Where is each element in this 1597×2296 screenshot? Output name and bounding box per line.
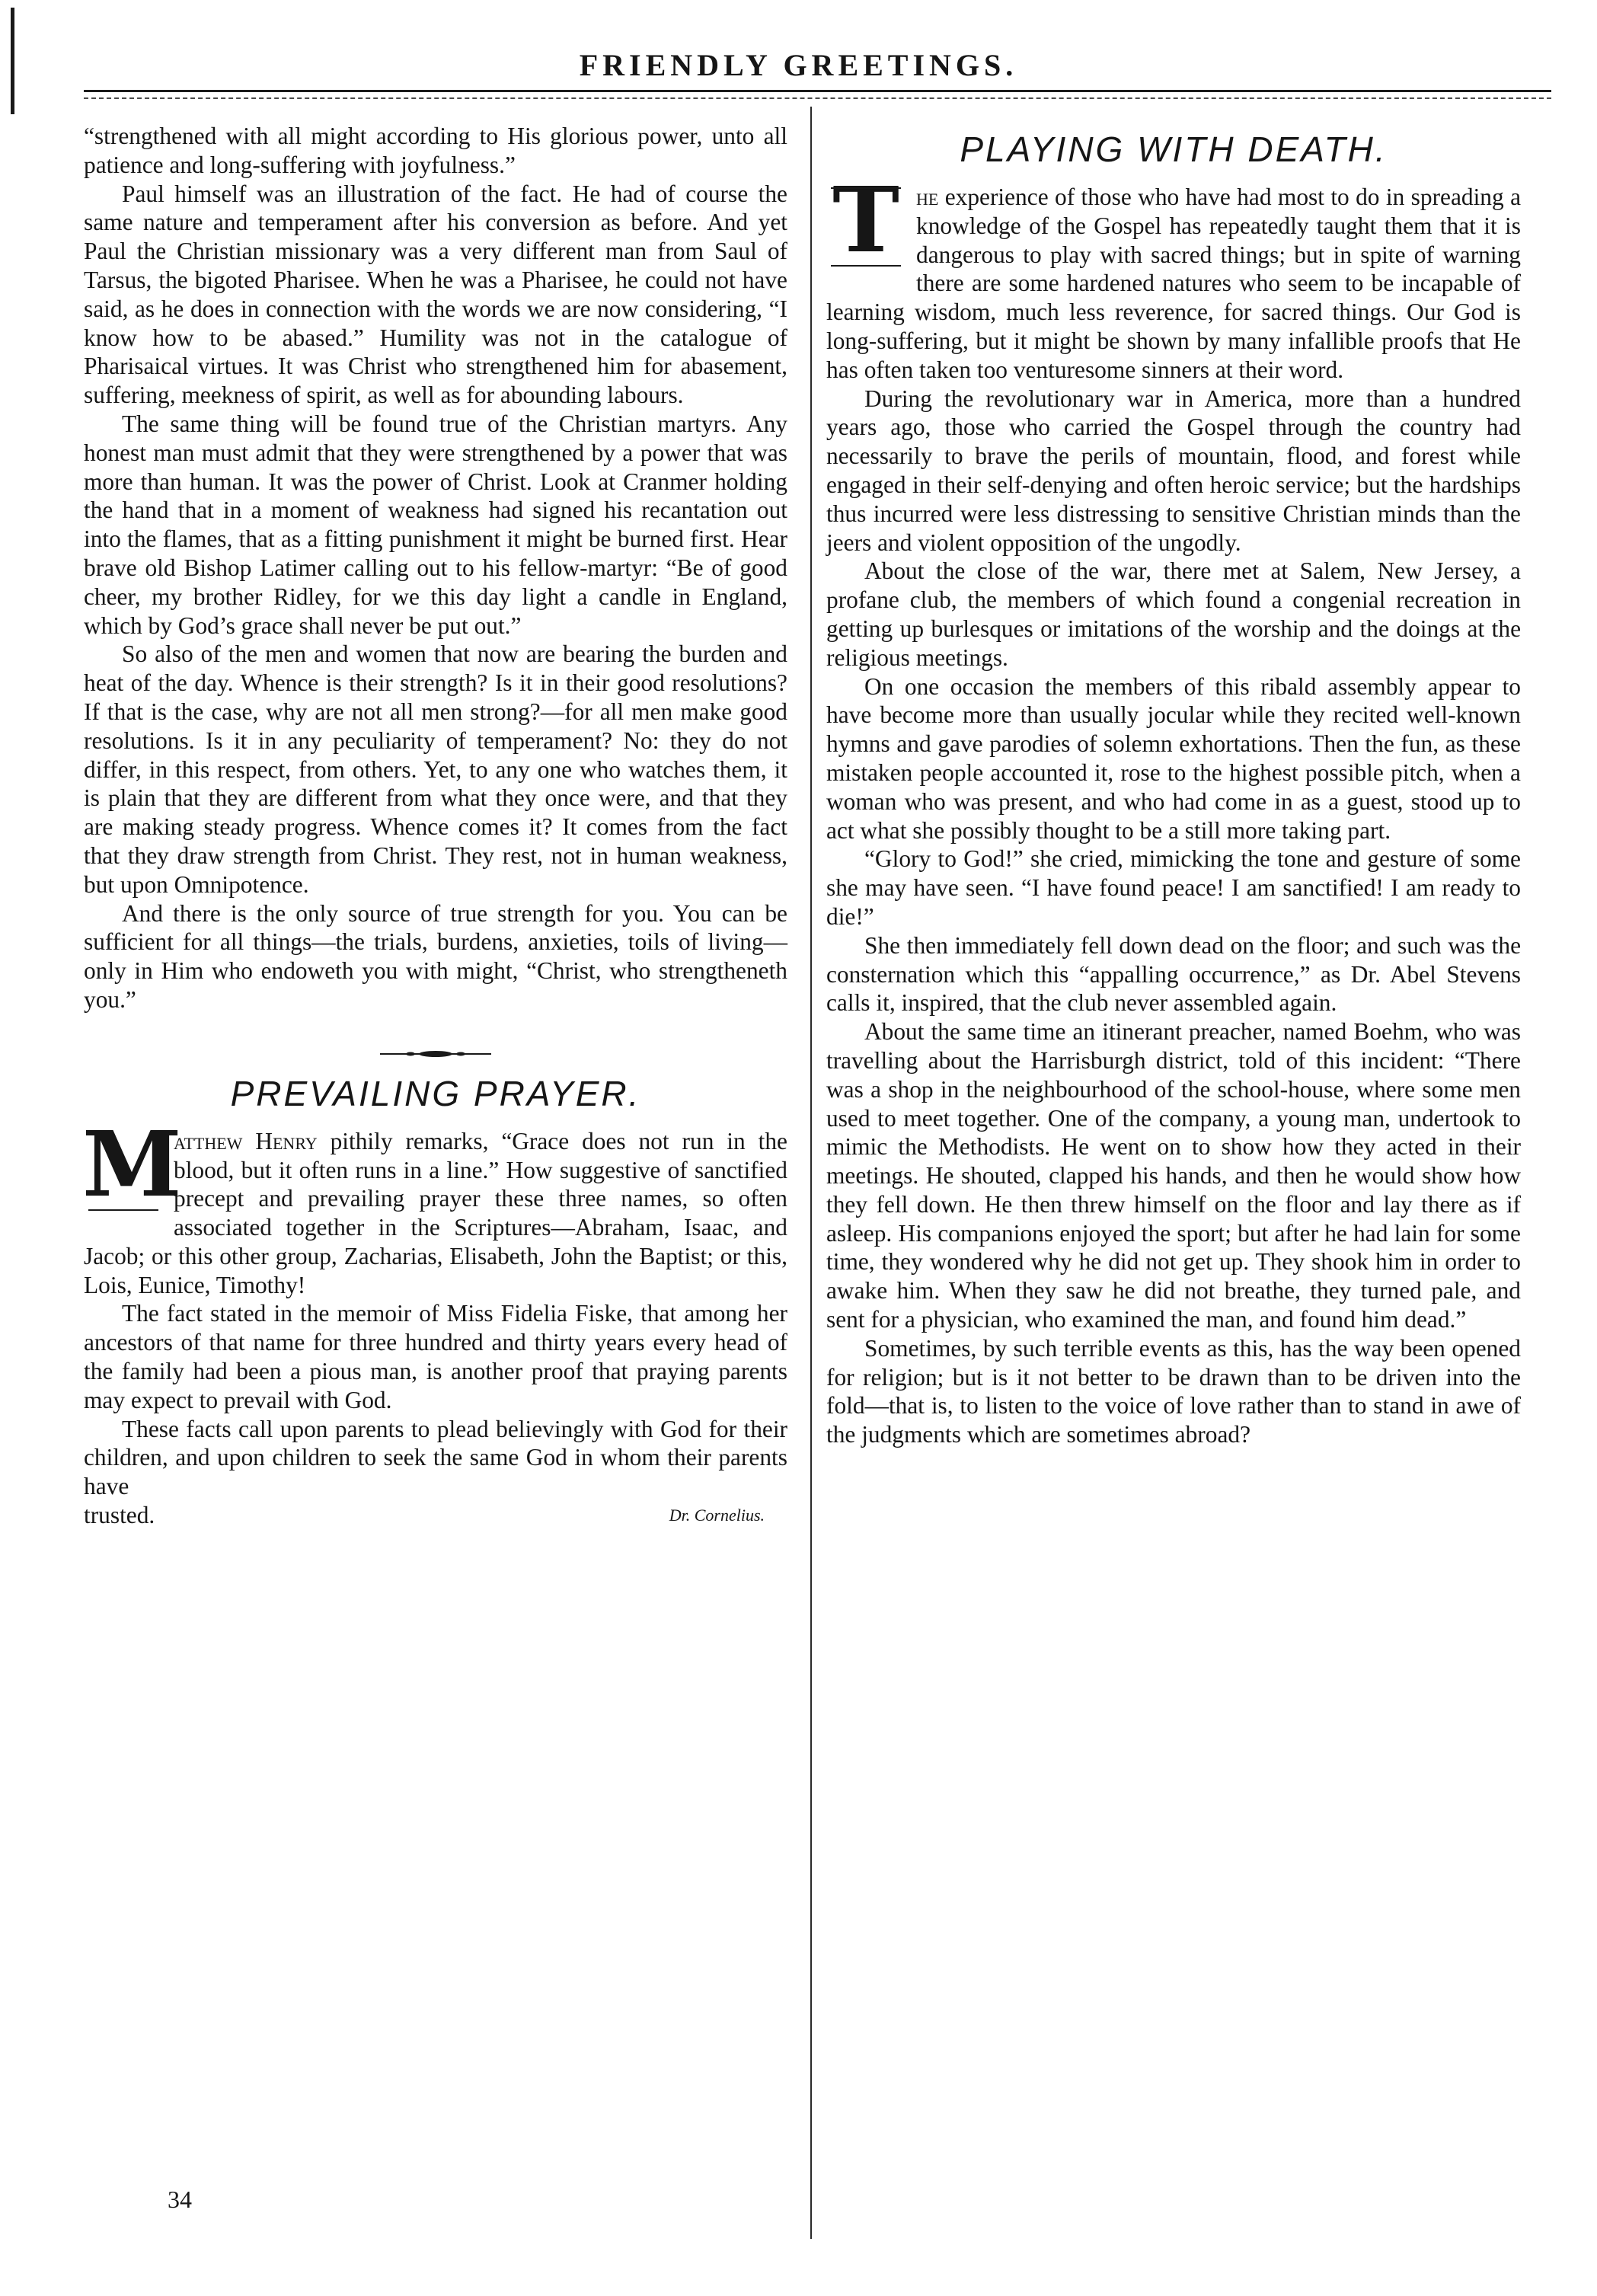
section-divider-ornament: [84, 1037, 787, 1055]
article-paragraph: About the same time an itinerant preacher, named Boehm, who was travelling about the Harrisburgh district, told of this incident: “There was a shop in the neighbourhood of the school-house, where some men used to meet together. One of the company, a young man, undertook to mimic the Methodists. He went on to show how they acted in their meetings. He shouted, clapped his hands, and then he would show how they fell down. He then threw himself on the floor and lay there as if asleep. His companions enjoyed the sport; but after he had lain for some time, they wondered why he did not get up. They shook him in order to awake him. When they saw he did not breathe, they turned pale, and sent for a physician, who examined the man, and found him dead.”: [826, 1018, 1521, 1333]
article-paragraph: So also of the men and women that now are bearing the burden and heat of the day. Whence is their strength? Is it in their good resolutions? If that is the case, why are not all men strong?—for all men make good resolutions. Is it in any peculiarity of temperament? No: they do not differ, in this respect, from others. Yet, to any one who watches them, it is plain that they are different from what they once were, and that they are making steady progress. Whence comes it? It comes from the fact that they draw strength from Christ. They rest, not in human weakness, but upon Omnipotence.: [84, 640, 787, 898]
header-rule-dashed: [84, 97, 1551, 99]
article-paragraph-dropcap: [82, 1110, 787, 1300]
drop-cap-initial: T: [825, 186, 907, 271]
article-paragraph: “Glory to God!” she cried, mimicking the tone and gesture of some she may have seen. “I have found peace! I am sanctified! I am ready to die!”: [826, 845, 1521, 930]
ornament-rule-icon: [378, 1049, 493, 1059]
article-paragraph: The same thing will be found true of the Christian martyrs. Any honest man must admit that they were strengthened by a power that was more than human. It was the power of Christ. Look at Cranmer holding the hand that in a moment of weakness had signed his recantation out into the flames, that as a fitting punishment it might be burned first. Hear brave old Bishop Latimer calling out to his fellow-martyr: “Be of good cheer, my brother Ridley, for we this day light a candle in England, which by God’s grace shall never be put out.”: [84, 410, 787, 639]
lead-in-words: he: [916, 184, 939, 210]
article-paragraph-dropcap: [826, 167, 1521, 385]
article-paragraph: About the close of the war, there met at Salem, New Jersey, a profane club, the members of which found a congenial recreation in getting up burlesques or imitations of the worship and the doings at the religious meetings.: [826, 557, 1521, 671]
article-paragraph: “strengthened with all might according to His glorious power, unto all patience and long-suffering with joyfulness.”: [84, 123, 787, 178]
article-paragraph: On one occasion the members of this ribald assembly appear to have become more than usually jocular while they recited well-known hymns and gave parodies of solemn exhortations. Then the fun, as these mistaken people accounted it, rose to the highest possible pitch, when a woman who was present, and who had come in as a guest, stood up to act what she possibly thought to be a still more taking part.: [826, 672, 1521, 844]
article-paragraph: And there is the only source of true strength for you. You can be sufficient for all things—the trials, burdens, anxieties, toils of living—only in Him who endoweth you with might, “Christ, who strengtheneth you.”: [84, 899, 787, 1013]
drop-cap-initial: M: [82, 1110, 182, 1217]
right-column: [826, 123, 1521, 1449]
signature-line: [84, 1501, 787, 1530]
header-rule: [84, 90, 1551, 92]
section-title-prevailing-prayer: PREVAILING PRAYER.: [230, 1073, 641, 1113]
article-paragraph: Sometimes, by such terrible events as this, has the way been opened for religion; but is it not better to be drawn than to be driven into the fold—that is, to listen to the voice of love rather than to stand in awe of the judgments which are sometimes abroad?: [826, 1334, 1521, 1448]
section-title-playing-with-death: PLAYING WITH DEATH.: [960, 129, 1388, 169]
article-paragraph: During the revolutionary war in America, more than a hundred years ago, those who carried the Gospel through the country had necessarily to brave the perils of mountain, flood, and forest while engaged in their self-denying and often heroic service; but the hardships thus incurred were less distressing to sensitive Christian minds than the jeers and violent opposition of the ungodly.: [826, 385, 1521, 556]
paragraph-text: experience of those who have had most to do in spreading a knowledge of the Gospel has repeatedly taught them that it is dangerous to play with sacred things; but in spite of warning there are some hardened natures who seem to be incapable of learning wisdom, much less reverence, for sacred things. Our God is long-suffering, but it might be shown by many infallible proofs that He has often taken too venturesome sinners at their word.: [826, 184, 1521, 383]
article-paragraph: The fact stated in the memoir of Miss Fidelia Fiske, that among her ancestors of that name for three hundred and thirty years every head of the family had been a pious man, is another proof that praying parents may expect to prevail with God.: [84, 1300, 787, 1413]
paragraph-text: pithily remarks, “Grace does not run in the blood, but it often runs in a line.” How suggestive of sanctified precept and prevailing prayer these three names, so often associated together in the Scriptures—Abraham, Isaac, and Jacob; or this other group, Zacharias, Elisabeth, John the Baptist; or this, Lois, Eunice, Timothy!: [84, 1127, 787, 1298]
running-header: FRIENDLY GREETINGS.: [579, 48, 1018, 82]
article-paragraph: Paul himself was an illustration of the fact. He had of course the same nature and temperament after his conversion as before. And yet Paul the Christian missionary was a very different man from Saul of Tarsus, the bigoted Pharisee. When he was a Pharisee, he could not have said, as he does in connection with the words we are now considering, “I know how to be abased.” Humility was not in the catalogue of Pharisaical virtues. It was Christ who strengthened him for abasement, suffering, meekness of spirit, as well as for abounding labours.: [84, 180, 787, 409]
column-divider: [810, 107, 812, 2239]
author-signature: Dr. Cornelius.: [669, 1506, 765, 1525]
article-paragraph: These facts call upon parents to plead believingly with God for their children, and upon children to seek the same God in whom their parents have: [84, 1415, 787, 1500]
lead-in-words: atthew Henry: [174, 1127, 318, 1154]
article-paragraph: She then immediately fell down dead on the floor; and such was the consternation which this “appalling occurrence,” as Dr. Abel Stevens calls it, inspired, that the club never assembled again.: [826, 931, 1521, 1017]
left-column: [84, 122, 787, 1530]
page-number: 34: [168, 2186, 192, 2213]
closing-word: trusted.: [84, 1502, 155, 1529]
